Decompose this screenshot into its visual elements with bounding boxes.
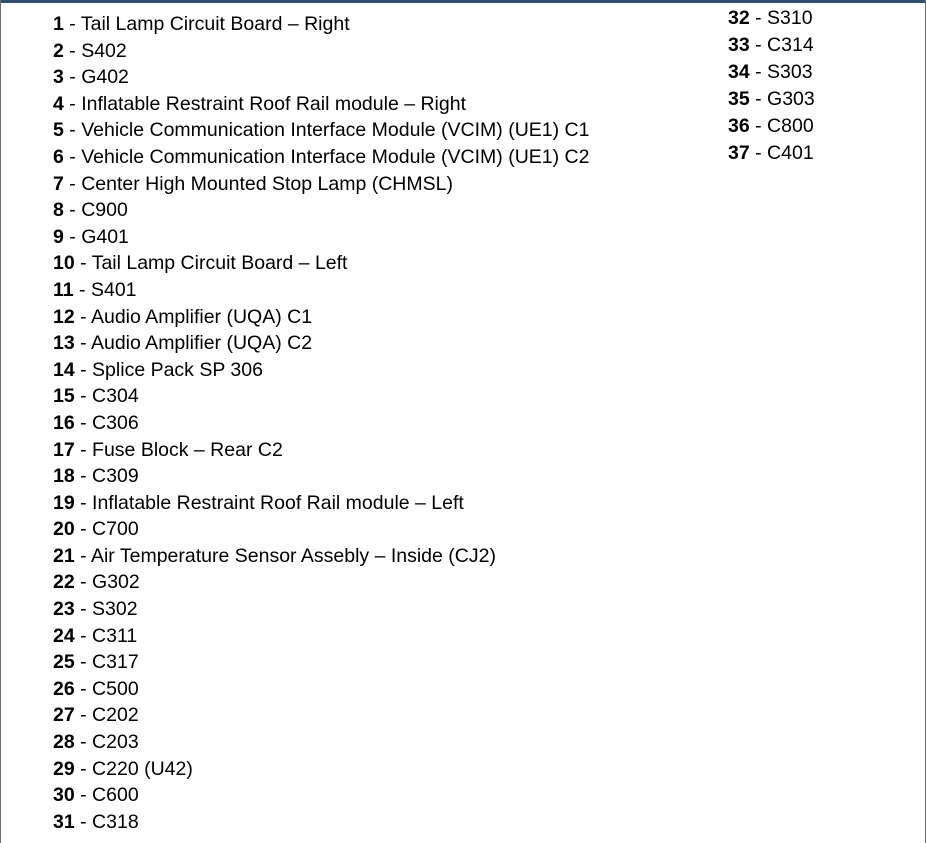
legend-item-number: 35	[728, 88, 750, 110]
legend-item-number: 12	[53, 305, 75, 328]
legend-item	[53, 224, 589, 251]
legend-item	[53, 277, 589, 304]
legend-item-separator: -	[74, 810, 93, 833]
legend-item	[53, 144, 589, 171]
legend-item	[53, 250, 589, 277]
legend-item-number: 29	[53, 757, 75, 780]
legend-item-separator: -	[74, 465, 93, 488]
legend-item-label: C700	[92, 518, 139, 541]
legend-item-label: Inflatable Restraint Roof Rail module – Right	[81, 92, 466, 115]
legend-item-number: 16	[53, 411, 75, 434]
legend-item-label: S303	[767, 61, 813, 83]
legend-item-separator: -	[74, 305, 91, 328]
legend-item-label: Splice Pack SP 306	[92, 358, 263, 381]
legend-item-number: 9	[53, 225, 64, 248]
legend-item-number: 4	[53, 92, 64, 115]
legend-item-separator: -	[74, 704, 93, 727]
legend-item-separator: -	[63, 225, 82, 248]
legend-item-separator: -	[74, 757, 93, 780]
legend-item-number: 19	[53, 491, 75, 514]
legend-item-number: 2	[53, 39, 64, 62]
legend-item	[728, 113, 815, 140]
legend-item-label: C314	[767, 34, 814, 56]
legend-item-label: Inflatable Restraint Roof Rail module – Left	[92, 491, 464, 514]
legend-item	[53, 596, 589, 623]
legend-item-label: G401	[81, 225, 129, 248]
legend-item-label: S401	[90, 278, 137, 301]
legend-item	[53, 11, 589, 38]
legend-item-separator: -	[74, 544, 91, 567]
legend-item-label: Air Temperature Sensor Assebly – Inside (CJ2)	[90, 544, 496, 567]
legend-item	[53, 410, 589, 437]
legend-item-number: 5	[53, 119, 64, 142]
legend-item-number: 27	[53, 704, 75, 727]
legend-item-separator: -	[63, 66, 82, 89]
legend-item-separator: -	[74, 385, 93, 408]
legend-item-separator: -	[63, 119, 82, 142]
legend-item	[53, 756, 589, 783]
legend-item-separator: -	[74, 252, 92, 275]
legend-item	[53, 463, 589, 490]
legend-item-separator: -	[74, 438, 93, 461]
legend-item-label: C202	[92, 704, 139, 727]
legend-item-number: 17	[53, 438, 75, 461]
legend-item-label: G402	[81, 66, 129, 89]
legend-item-number: 14	[53, 358, 75, 381]
legend-item-label: Fuse Block – Rear C2	[92, 438, 283, 461]
legend-item-number: 33	[728, 34, 750, 56]
legend-item	[53, 702, 589, 729]
legend-item-number: 32	[728, 7, 750, 29]
legend-item	[53, 809, 589, 836]
legend-item-label: Vehicle Communication Interface Module (VCIM) (UE1) C2	[81, 145, 590, 168]
legend-item-label: G302	[92, 571, 140, 594]
legend-item-separator: -	[63, 172, 82, 195]
legend-item-label: C500	[92, 677, 139, 700]
legend-item	[53, 383, 589, 410]
legend-item-number: 20	[53, 518, 75, 541]
legend-item-separator: -	[63, 39, 82, 62]
legend-item-label: C306	[92, 411, 139, 434]
legend-item-label: Tail Lamp Circuit Board – Right	[80, 13, 350, 35]
legend-item-label: C800	[767, 115, 814, 137]
legend-item-number: 13	[53, 332, 75, 355]
legend-item-separator: -	[749, 142, 768, 164]
legend-item-separator: -	[63, 13, 81, 35]
legend-item-separator: -	[74, 651, 93, 674]
legend-item-separator: -	[749, 7, 768, 29]
legend-item-number: 18	[53, 465, 75, 488]
legend-item-separator: -	[74, 518, 93, 541]
legend-item	[728, 140, 815, 167]
legend-item	[728, 32, 815, 59]
legend-item-number: 6	[53, 145, 64, 168]
legend-item-number: 30	[53, 784, 75, 807]
legend-item-number: 15	[53, 385, 75, 408]
legend-item	[53, 117, 589, 144]
legend-item-separator: -	[63, 199, 82, 222]
legend-item-number: 23	[53, 598, 75, 621]
legend-item	[728, 5, 815, 32]
legend-item	[53, 729, 589, 756]
legend-item	[53, 64, 589, 91]
legend-item-separator: -	[74, 624, 93, 647]
legend-item-separator: -	[74, 358, 93, 381]
legend-item	[53, 649, 589, 676]
legend-item-separator: -	[74, 491, 93, 514]
legend-item-number: 21	[53, 544, 75, 567]
legend-item-label: S402	[81, 39, 127, 62]
legend-item-label: C401	[767, 142, 814, 164]
legend-item-number: 1	[53, 13, 64, 35]
legend-item-label: C309	[92, 465, 139, 488]
left-border	[0, 0, 1, 843]
legend-item-label: Tail Lamp Circuit Board – Left	[91, 252, 348, 275]
legend-item-separator: -	[749, 61, 768, 83]
legend-item-separator: -	[74, 731, 93, 754]
top-border	[0, 0, 926, 3]
legend-item	[53, 197, 589, 224]
legend-item-number: 7	[53, 172, 64, 195]
legend-item-separator: -	[74, 677, 93, 700]
legend-item	[728, 86, 815, 113]
legend-item-separator: -	[74, 598, 93, 621]
legend-item-label: G303	[767, 88, 815, 110]
legend-item	[53, 91, 589, 118]
legend-item-number: 37	[728, 142, 750, 164]
legend-item	[53, 304, 589, 331]
legend-item-label: C304	[92, 385, 139, 408]
legend-item	[53, 490, 589, 517]
legend-item	[53, 623, 589, 650]
legend-item-separator: -	[74, 332, 91, 355]
legend-item-label: C900	[81, 199, 128, 222]
legend-item-number: 10	[53, 252, 75, 275]
legend-item-label: Audio Amplifier (UQA) C2	[90, 332, 313, 355]
legend-item-label: Center High Mounted Stop Lamp (CHMSL)	[81, 172, 453, 195]
legend-column-left	[53, 11, 589, 835]
legend-item-label: C318	[92, 810, 139, 833]
legend-item	[53, 516, 589, 543]
legend-item-number: 36	[728, 115, 750, 137]
legend-item-separator: -	[73, 278, 91, 301]
legend-item	[53, 38, 589, 65]
legend-item	[53, 171, 589, 198]
legend-item-number: 24	[53, 624, 75, 647]
legend-item-number: 11	[53, 278, 74, 301]
legend-item-label: S302	[92, 598, 138, 621]
legend-item	[53, 569, 589, 596]
legend-item	[53, 437, 589, 464]
legend-item-number: 26	[53, 677, 75, 700]
legend-item-number: 25	[53, 651, 75, 674]
legend-item-number: 3	[53, 66, 64, 89]
legend-item-separator: -	[63, 92, 82, 115]
legend-item-separator: -	[749, 34, 768, 56]
legend-item	[53, 543, 589, 570]
legend-item-number: 8	[53, 199, 64, 222]
legend-item-number: 31	[53, 810, 75, 833]
legend-item-separator: -	[63, 145, 82, 168]
legend-item-separator: -	[749, 88, 768, 110]
legend-item-label: C220 (U42)	[92, 757, 193, 780]
legend-item-separator: -	[74, 411, 93, 434]
legend-item	[728, 59, 815, 86]
legend-item-separator: -	[74, 571, 93, 594]
legend-column-right	[728, 5, 815, 167]
legend-item-separator: -	[74, 784, 93, 807]
legend-item	[53, 357, 589, 384]
legend-item-label: S310	[767, 7, 813, 29]
legend-item-label: Audio Amplifier (UQA) C1	[90, 305, 313, 328]
legend-item	[53, 676, 589, 703]
legend-item-label: C311	[92, 624, 138, 647]
legend-item-number: 28	[53, 731, 75, 754]
legend-item-label: Vehicle Communication Interface Module (VCIM) (UE1) C1	[81, 119, 590, 142]
legend-item	[53, 330, 589, 357]
legend-item-label: C317	[92, 651, 139, 674]
legend-item	[53, 782, 589, 809]
legend-item-label: C203	[92, 731, 139, 754]
legend-item-number: 22	[53, 571, 75, 594]
legend-item-label: C600	[92, 784, 139, 807]
legend-item-number: 34	[728, 61, 750, 83]
legend-item-separator: -	[749, 115, 768, 137]
